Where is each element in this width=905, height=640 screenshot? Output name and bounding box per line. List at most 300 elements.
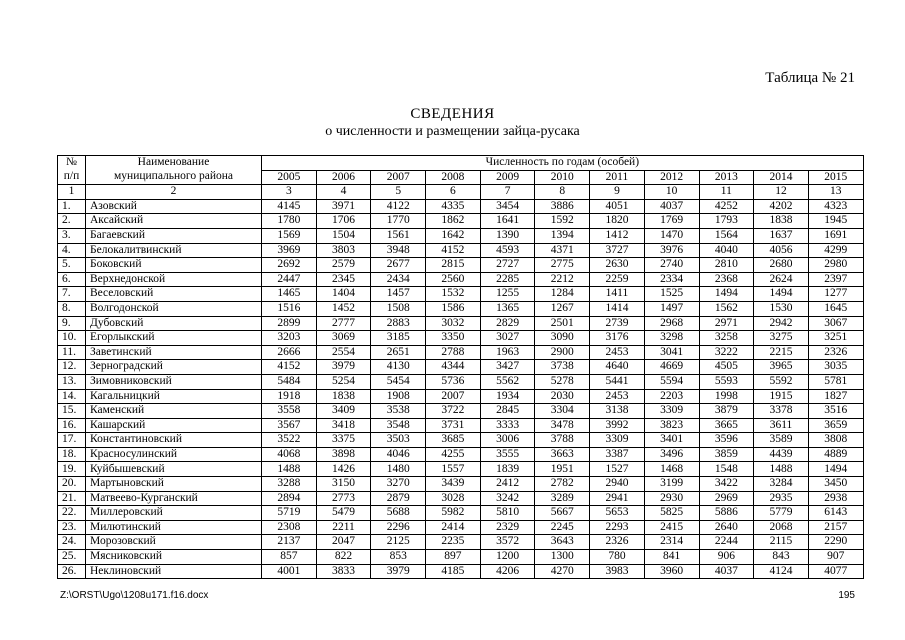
population-value: 1480 bbox=[371, 462, 426, 477]
population-value: 2651 bbox=[371, 345, 426, 360]
population-value: 3659 bbox=[808, 418, 863, 433]
population-value: 3176 bbox=[590, 331, 645, 346]
row-number: 21. bbox=[58, 491, 86, 506]
population-value: 2047 bbox=[316, 535, 371, 550]
population-value: 4037 bbox=[699, 564, 754, 579]
table-row bbox=[58, 477, 864, 492]
district-name: Багаевский bbox=[86, 228, 262, 243]
row-number: 9. bbox=[58, 316, 86, 331]
population-value: 3270 bbox=[371, 477, 426, 492]
table-row bbox=[58, 214, 864, 229]
population-value: 4270 bbox=[535, 564, 590, 579]
population-value: 822 bbox=[316, 550, 371, 565]
population-value: 1465 bbox=[262, 287, 317, 302]
table-row bbox=[58, 331, 864, 346]
population-value: 5688 bbox=[371, 506, 426, 521]
population-table bbox=[57, 155, 864, 579]
population-value: 3898 bbox=[316, 447, 371, 462]
population-value: 3643 bbox=[535, 535, 590, 550]
row-number: 25. bbox=[58, 550, 86, 565]
population-value: 2326 bbox=[590, 535, 645, 550]
population-value: 2782 bbox=[535, 477, 590, 492]
column-number: 1 bbox=[58, 185, 86, 200]
population-value: 2941 bbox=[590, 491, 645, 506]
population-value: 4255 bbox=[426, 447, 481, 462]
population-value: 1488 bbox=[262, 462, 317, 477]
population-value: 1394 bbox=[535, 228, 590, 243]
population-value: 1504 bbox=[316, 228, 371, 243]
population-value: 1284 bbox=[535, 287, 590, 302]
population-value: 2935 bbox=[754, 491, 809, 506]
population-value: 2115 bbox=[754, 535, 809, 550]
footer-file-path: Z:\ORST\Ugo\1208u171.f16.docx bbox=[60, 590, 209, 601]
population-value: 2969 bbox=[699, 491, 754, 506]
population-value: 2434 bbox=[371, 272, 426, 287]
population-value: 2215 bbox=[754, 345, 809, 360]
row-number: 23. bbox=[58, 520, 86, 535]
district-name: Кашарский bbox=[86, 418, 262, 433]
population-value: 4206 bbox=[480, 564, 535, 579]
row-number: 2. bbox=[58, 214, 86, 229]
population-value: 3242 bbox=[480, 491, 535, 506]
row-number: 3. bbox=[58, 228, 86, 243]
population-value: 3401 bbox=[644, 433, 699, 448]
population-value: 4889 bbox=[808, 447, 863, 462]
column-number: 13 bbox=[808, 185, 863, 200]
district-name: Верхнедонской bbox=[86, 272, 262, 287]
population-value: 3722 bbox=[426, 404, 481, 419]
population-value: 3090 bbox=[535, 331, 590, 346]
population-value: 2326 bbox=[808, 345, 863, 360]
population-value: 3983 bbox=[590, 564, 645, 579]
table-row bbox=[58, 433, 864, 448]
row-number: 26. bbox=[58, 564, 86, 579]
population-value: 2942 bbox=[754, 316, 809, 331]
population-value: 3960 bbox=[644, 564, 699, 579]
population-value: 2940 bbox=[590, 477, 645, 492]
table-row bbox=[58, 360, 864, 375]
district-name: Волгодонской bbox=[86, 301, 262, 316]
population-value: 3289 bbox=[535, 491, 590, 506]
population-value: 2447 bbox=[262, 272, 317, 287]
table-row bbox=[58, 491, 864, 506]
population-value: 2845 bbox=[480, 404, 535, 419]
population-value: 3522 bbox=[262, 433, 317, 448]
population-value: 2560 bbox=[426, 272, 481, 287]
population-value: 2453 bbox=[590, 345, 645, 360]
district-name: Белокалитвинский bbox=[86, 243, 262, 258]
row-number: 13. bbox=[58, 374, 86, 389]
years-group-header: Численность по годам (особей) bbox=[262, 156, 864, 171]
column-number: 10 bbox=[644, 185, 699, 200]
population-value: 3808 bbox=[808, 433, 863, 448]
population-value: 1908 bbox=[371, 389, 426, 404]
table-body bbox=[58, 199, 864, 578]
header-row-top bbox=[58, 156, 864, 171]
footer-page-number: 195 bbox=[838, 590, 855, 601]
population-value: 4640 bbox=[590, 360, 645, 375]
population-value: 4439 bbox=[754, 447, 809, 462]
population-value: 1945 bbox=[808, 214, 863, 229]
population-value: 4335 bbox=[426, 199, 481, 214]
population-value: 2815 bbox=[426, 258, 481, 273]
row-number: 16. bbox=[58, 418, 86, 433]
population-value: 3859 bbox=[699, 447, 754, 462]
population-value: 3309 bbox=[590, 433, 645, 448]
population-value: 853 bbox=[371, 550, 426, 565]
population-value: 3409 bbox=[316, 404, 371, 419]
column-number: 8 bbox=[535, 185, 590, 200]
population-value: 5592 bbox=[754, 374, 809, 389]
population-value: 2788 bbox=[426, 345, 481, 360]
population-value: 1530 bbox=[754, 301, 809, 316]
population-value: 3427 bbox=[480, 360, 535, 375]
population-value: 2414 bbox=[426, 520, 481, 535]
district-name: Азовский bbox=[86, 199, 262, 214]
population-value: 2329 bbox=[480, 520, 535, 535]
district-name: Боковский bbox=[86, 258, 262, 273]
year-header: 2014 bbox=[754, 170, 809, 185]
population-value: 2554 bbox=[316, 345, 371, 360]
row-number: 20. bbox=[58, 477, 86, 492]
population-value: 5779 bbox=[754, 506, 809, 521]
column-number: 9 bbox=[590, 185, 645, 200]
population-value: 1267 bbox=[535, 301, 590, 316]
population-value: 2125 bbox=[371, 535, 426, 550]
population-value: 1200 bbox=[480, 550, 535, 565]
population-value: 1468 bbox=[644, 462, 699, 477]
district-name: Веселовский bbox=[86, 287, 262, 302]
population-value: 1548 bbox=[699, 462, 754, 477]
population-value: 2773 bbox=[316, 491, 371, 506]
population-value: 2137 bbox=[262, 535, 317, 550]
population-value: 4371 bbox=[535, 243, 590, 258]
population-value: 1300 bbox=[535, 550, 590, 565]
table-row bbox=[58, 404, 864, 419]
population-value: 3685 bbox=[426, 433, 481, 448]
year-header: 2005 bbox=[262, 170, 317, 185]
population-value: 5593 bbox=[699, 374, 754, 389]
population-value: 2630 bbox=[590, 258, 645, 273]
year-header: 2007 bbox=[371, 170, 426, 185]
population-value: 3069 bbox=[316, 331, 371, 346]
population-value: 4323 bbox=[808, 199, 863, 214]
population-value: 1838 bbox=[754, 214, 809, 229]
year-header: 2010 bbox=[535, 170, 590, 185]
row-number: 12. bbox=[58, 360, 86, 375]
document-title: СВЕДЕНИЯ bbox=[410, 106, 495, 122]
name-header-bottom: муниципального района bbox=[86, 170, 262, 185]
population-value: 3879 bbox=[699, 404, 754, 419]
district-name: Зимовниковский bbox=[86, 374, 262, 389]
population-value: 5562 bbox=[480, 374, 535, 389]
row-number: 24. bbox=[58, 535, 86, 550]
population-value: 857 bbox=[262, 550, 317, 565]
population-value: 1586 bbox=[426, 301, 481, 316]
row-number: 11. bbox=[58, 345, 86, 360]
population-value: 3185 bbox=[371, 331, 426, 346]
population-value: 3516 bbox=[808, 404, 863, 419]
population-value: 2453 bbox=[590, 389, 645, 404]
population-value: 4593 bbox=[480, 243, 535, 258]
population-value: 3886 bbox=[535, 199, 590, 214]
population-value: 5825 bbox=[644, 506, 699, 521]
header-row-years bbox=[58, 170, 864, 185]
population-value: 841 bbox=[644, 550, 699, 565]
population-value: 5441 bbox=[590, 374, 645, 389]
population-value: 3027 bbox=[480, 331, 535, 346]
population-value: 3041 bbox=[644, 345, 699, 360]
population-value: 2900 bbox=[535, 345, 590, 360]
table-row bbox=[58, 243, 864, 258]
population-value: 5278 bbox=[535, 374, 590, 389]
population-value: 1255 bbox=[480, 287, 535, 302]
population-value: 2777 bbox=[316, 316, 371, 331]
table-row bbox=[58, 374, 864, 389]
population-value: 1839 bbox=[480, 462, 535, 477]
district-name: Красносулинский bbox=[86, 447, 262, 462]
population-value: 843 bbox=[754, 550, 809, 565]
population-value: 1963 bbox=[480, 345, 535, 360]
table-row bbox=[58, 316, 864, 331]
population-value: 2579 bbox=[316, 258, 371, 273]
population-value: 3665 bbox=[699, 418, 754, 433]
population-value: 1457 bbox=[371, 287, 426, 302]
district-name: Мартыновский bbox=[86, 477, 262, 492]
population-value: 3803 bbox=[316, 243, 371, 258]
population-value: 3454 bbox=[480, 199, 535, 214]
column-number: 6 bbox=[426, 185, 481, 200]
population-value: 2412 bbox=[480, 477, 535, 492]
population-value: 1564 bbox=[699, 228, 754, 243]
population-value: 1557 bbox=[426, 462, 481, 477]
column-number-row bbox=[58, 185, 864, 200]
population-value: 3251 bbox=[808, 331, 863, 346]
population-value: 2879 bbox=[371, 491, 426, 506]
district-name: Морозовский bbox=[86, 535, 262, 550]
population-value: 4122 bbox=[371, 199, 426, 214]
table-row bbox=[58, 199, 864, 214]
population-value: 3138 bbox=[590, 404, 645, 419]
population-value: 5719 bbox=[262, 506, 317, 521]
district-name: Зерноградский bbox=[86, 360, 262, 375]
column-number: 3 bbox=[262, 185, 317, 200]
population-value: 2007 bbox=[426, 389, 481, 404]
row-number: 10. bbox=[58, 331, 86, 346]
population-value: 3422 bbox=[699, 477, 754, 492]
population-value: 2345 bbox=[316, 272, 371, 287]
population-value: 3378 bbox=[754, 404, 809, 419]
population-value: 3478 bbox=[535, 418, 590, 433]
population-value: 3548 bbox=[371, 418, 426, 433]
population-value: 1426 bbox=[316, 462, 371, 477]
population-value: 5886 bbox=[699, 506, 754, 521]
year-header: 2012 bbox=[644, 170, 699, 185]
population-value: 3375 bbox=[316, 433, 371, 448]
row-number: 17. bbox=[58, 433, 86, 448]
population-value: 3823 bbox=[644, 418, 699, 433]
population-value: 1527 bbox=[590, 462, 645, 477]
population-value: 5484 bbox=[262, 374, 317, 389]
table-row bbox=[58, 418, 864, 433]
population-value: 4068 bbox=[262, 447, 317, 462]
district-name: Заветинский bbox=[86, 345, 262, 360]
population-value: 3538 bbox=[371, 404, 426, 419]
population-value: 2293 bbox=[590, 520, 645, 535]
district-name: Милютинский bbox=[86, 520, 262, 535]
population-value: 2810 bbox=[699, 258, 754, 273]
population-value: 5736 bbox=[426, 374, 481, 389]
population-value: 2157 bbox=[808, 520, 863, 535]
population-value: 3439 bbox=[426, 477, 481, 492]
population-value: 2971 bbox=[699, 316, 754, 331]
district-name: Константиновский bbox=[86, 433, 262, 448]
population-value: 1780 bbox=[262, 214, 317, 229]
population-value: 3663 bbox=[535, 447, 590, 462]
population-value: 5781 bbox=[808, 374, 863, 389]
population-value: 4124 bbox=[754, 564, 809, 579]
population-value: 5810 bbox=[480, 506, 535, 521]
year-header: 2015 bbox=[808, 170, 863, 185]
table-row bbox=[58, 389, 864, 404]
population-value: 2308 bbox=[262, 520, 317, 535]
population-value: 2899 bbox=[262, 316, 317, 331]
population-value: 1411 bbox=[590, 287, 645, 302]
population-value: 1470 bbox=[644, 228, 699, 243]
population-value: 3979 bbox=[371, 564, 426, 579]
population-value: 3350 bbox=[426, 331, 481, 346]
population-value: 3298 bbox=[644, 331, 699, 346]
district-name: Аксайский bbox=[86, 214, 262, 229]
population-value: 3727 bbox=[590, 243, 645, 258]
population-value: 5982 bbox=[426, 506, 481, 521]
population-value: 5667 bbox=[535, 506, 590, 521]
population-value: 2677 bbox=[371, 258, 426, 273]
population-value: 4001 bbox=[262, 564, 317, 579]
population-value: 1915 bbox=[754, 389, 809, 404]
population-value: 2212 bbox=[535, 272, 590, 287]
population-value: 2624 bbox=[754, 272, 809, 287]
population-value: 1494 bbox=[754, 287, 809, 302]
population-value: 5454 bbox=[371, 374, 426, 389]
population-value: 1488 bbox=[754, 462, 809, 477]
population-value: 1918 bbox=[262, 389, 317, 404]
population-value: 3971 bbox=[316, 199, 371, 214]
population-value: 1706 bbox=[316, 214, 371, 229]
population-value: 3288 bbox=[262, 477, 317, 492]
population-value: 3150 bbox=[316, 477, 371, 492]
column-number: 2 bbox=[86, 185, 262, 200]
population-value: 2296 bbox=[371, 520, 426, 535]
population-value: 2680 bbox=[754, 258, 809, 273]
population-value: 2290 bbox=[808, 535, 863, 550]
population-value: 4046 bbox=[371, 447, 426, 462]
population-value: 3203 bbox=[262, 331, 317, 346]
population-value: 4051 bbox=[590, 199, 645, 214]
population-value: 3309 bbox=[644, 404, 699, 419]
population-value: 907 bbox=[808, 550, 863, 565]
population-value: 1494 bbox=[808, 462, 863, 477]
population-value: 5479 bbox=[316, 506, 371, 521]
population-value: 4056 bbox=[754, 243, 809, 258]
population-value: 4344 bbox=[426, 360, 481, 375]
population-value: 3572 bbox=[480, 535, 535, 550]
population-value: 1769 bbox=[644, 214, 699, 229]
population-value: 3738 bbox=[535, 360, 590, 375]
population-value: 4145 bbox=[262, 199, 317, 214]
district-name: Мясниковский bbox=[86, 550, 262, 565]
num-header-top: № bbox=[58, 156, 86, 171]
population-value: 1642 bbox=[426, 228, 481, 243]
table-label: Таблица № 21 bbox=[765, 70, 855, 86]
population-value: 2415 bbox=[644, 520, 699, 535]
population-value: 4185 bbox=[426, 564, 481, 579]
population-value: 5594 bbox=[644, 374, 699, 389]
population-value: 3611 bbox=[754, 418, 809, 433]
population-value: 2739 bbox=[590, 316, 645, 331]
district-name: Кагальницкий bbox=[86, 389, 262, 404]
population-value: 2245 bbox=[535, 520, 590, 535]
population-value: 3222 bbox=[699, 345, 754, 360]
population-value: 1277 bbox=[808, 287, 863, 302]
population-value: 1494 bbox=[699, 287, 754, 302]
district-name: Егорлыкский bbox=[86, 331, 262, 346]
population-value: 2883 bbox=[371, 316, 426, 331]
population-value: 2259 bbox=[590, 272, 645, 287]
document-subtitle: о численности и размещении зайца-русака bbox=[325, 124, 580, 139]
year-header: 2009 bbox=[480, 170, 535, 185]
population-value: 1793 bbox=[699, 214, 754, 229]
row-number: 18. bbox=[58, 447, 86, 462]
population-value: 3555 bbox=[480, 447, 535, 462]
population-value: 4252 bbox=[699, 199, 754, 214]
population-value: 3979 bbox=[316, 360, 371, 375]
population-value: 3333 bbox=[480, 418, 535, 433]
district-name: Неклиновский bbox=[86, 564, 262, 579]
population-value: 2968 bbox=[644, 316, 699, 331]
population-value: 2068 bbox=[754, 520, 809, 535]
year-header: 2013 bbox=[699, 170, 754, 185]
row-number: 1. bbox=[58, 199, 86, 214]
population-value: 3969 bbox=[262, 243, 317, 258]
population-value: 1562 bbox=[699, 301, 754, 316]
year-header: 2008 bbox=[426, 170, 481, 185]
population-value: 4037 bbox=[644, 199, 699, 214]
population-value: 3589 bbox=[754, 433, 809, 448]
population-value: 3067 bbox=[808, 316, 863, 331]
population-value: 2740 bbox=[644, 258, 699, 273]
population-value: 906 bbox=[699, 550, 754, 565]
population-value: 3304 bbox=[535, 404, 590, 419]
population-value: 2235 bbox=[426, 535, 481, 550]
population-value: 3567 bbox=[262, 418, 317, 433]
population-value: 1820 bbox=[590, 214, 645, 229]
column-number: 11 bbox=[699, 185, 754, 200]
population-value: 2666 bbox=[262, 345, 317, 360]
district-name: Дубовский bbox=[86, 316, 262, 331]
row-number: 4. bbox=[58, 243, 86, 258]
population-value: 3258 bbox=[699, 331, 754, 346]
row-number: 7. bbox=[58, 287, 86, 302]
population-value: 3028 bbox=[426, 491, 481, 506]
table-row bbox=[58, 345, 864, 360]
column-number: 4 bbox=[316, 185, 371, 200]
population-value: 2334 bbox=[644, 272, 699, 287]
table-row bbox=[58, 301, 864, 316]
population-value: 1770 bbox=[371, 214, 426, 229]
population-value: 1691 bbox=[808, 228, 863, 243]
year-header: 2006 bbox=[316, 170, 371, 185]
